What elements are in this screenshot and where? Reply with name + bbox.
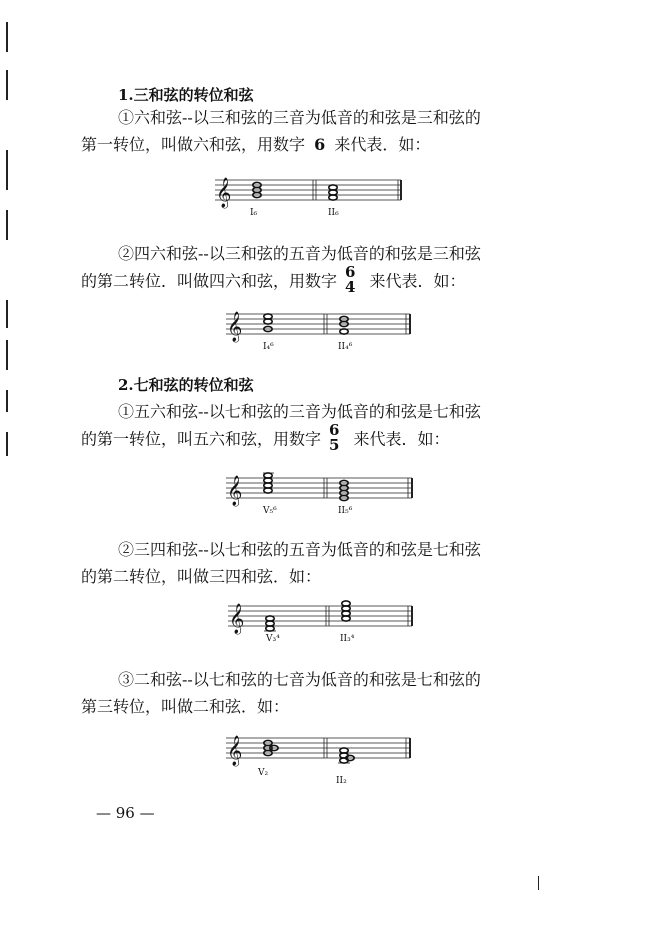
paragraph-line: ②三四和弦--以七和弦的五音为低音的和弦是七和弦 [118,540,481,559]
section-heading: 1.三和弦的转位和弦 [118,86,254,104]
paragraph-second-chord [81,666,638,720]
paragraph-sixth-chord [81,104,638,158]
roman-numeral-label: I₄⁶ [263,342,274,352]
svg-text:𝄞: 𝄞 [229,604,245,634]
svg-text:𝄞: 𝄞 [227,476,243,506]
paragraph-line: 第三转位，叫做二和弦．如： [81,697,290,716]
music-staff-example [228,598,438,646]
paragraph-line [81,421,638,455]
roman-numeral-label: II₄⁶ [338,342,353,352]
figure-top: 6 [345,263,356,281]
roman-numeral-label: II₆ [328,208,339,218]
music-staff-example [215,172,425,220]
figure-bottom: 5 [329,436,340,454]
scan-artifact [6,432,8,456]
scan-artifact [6,210,8,240]
paragraph-five-six-chord [81,398,638,455]
paragraph-three-four-chord [81,536,638,590]
roman-numeral-label: V₂ [258,768,269,778]
svg-text:𝄞: 𝄞 [216,178,232,208]
roman-numeral-label: V₅⁶ [263,506,277,516]
paragraph-line: ②四六和弦--以三和弦的五音为低音的和弦是三和弦 [118,244,481,263]
roman-numeral-label: II₂ [336,776,347,786]
scan-artifact [6,340,8,370]
paragraph-line [81,131,638,158]
figured-bass-fraction [345,265,355,295]
figure-top: 6 [329,421,340,439]
text: 来代表．如： [353,429,450,449]
text: 的第二转位．叫做四六和弦，用数字 [81,271,338,291]
scan-artifact [6,300,8,328]
roman-numeral-label: V₃⁴ [266,634,280,644]
paragraph-line [81,263,638,297]
paragraph-line: 的第二转位，叫做三四和弦．如： [81,567,322,586]
roman-numeral-label: II₃⁴ [340,634,355,644]
scan-artifact [6,150,8,190]
paragraph-six-four-chord [81,240,638,297]
paragraph-line: ①五六和弦--以七和弦的三音为低音的和弦是七和弦 [118,402,481,421]
text: 来代表．如： [369,271,466,291]
roman-numeral-label: I₆ [250,208,258,218]
svg-text:𝄞: 𝄞 [227,312,243,342]
paragraph-line: ①六和弦--以三和弦的三音为低音的和弦是三和弦的 [118,108,481,127]
paragraph-line: ③二和弦--以七和弦的七音为低音的和弦是七和弦的 [118,670,481,689]
text: 第一转位，叫做六和弦，用数字 [81,135,306,154]
music-staff-example [226,470,436,518]
figured-bass-fraction [329,423,339,453]
scan-artifact [6,22,8,52]
roman-numeral-label: II₅⁶ [338,506,353,516]
section-heading: 2.七和弦的转位和弦 [118,376,254,394]
figured-bass-number: 6 [314,135,326,154]
page-number: — 96 — [96,804,155,822]
svg-text:𝄞: 𝄞 [227,736,243,766]
figure-bottom: 4 [345,278,356,296]
scan-artifact [6,390,8,412]
text: 来代表．如： [334,135,431,154]
scan-artifact [6,70,8,100]
music-staff-example [226,306,436,354]
text: 的第一转位，叫五六和弦，用数字 [81,429,322,449]
scan-artifact [538,876,539,890]
